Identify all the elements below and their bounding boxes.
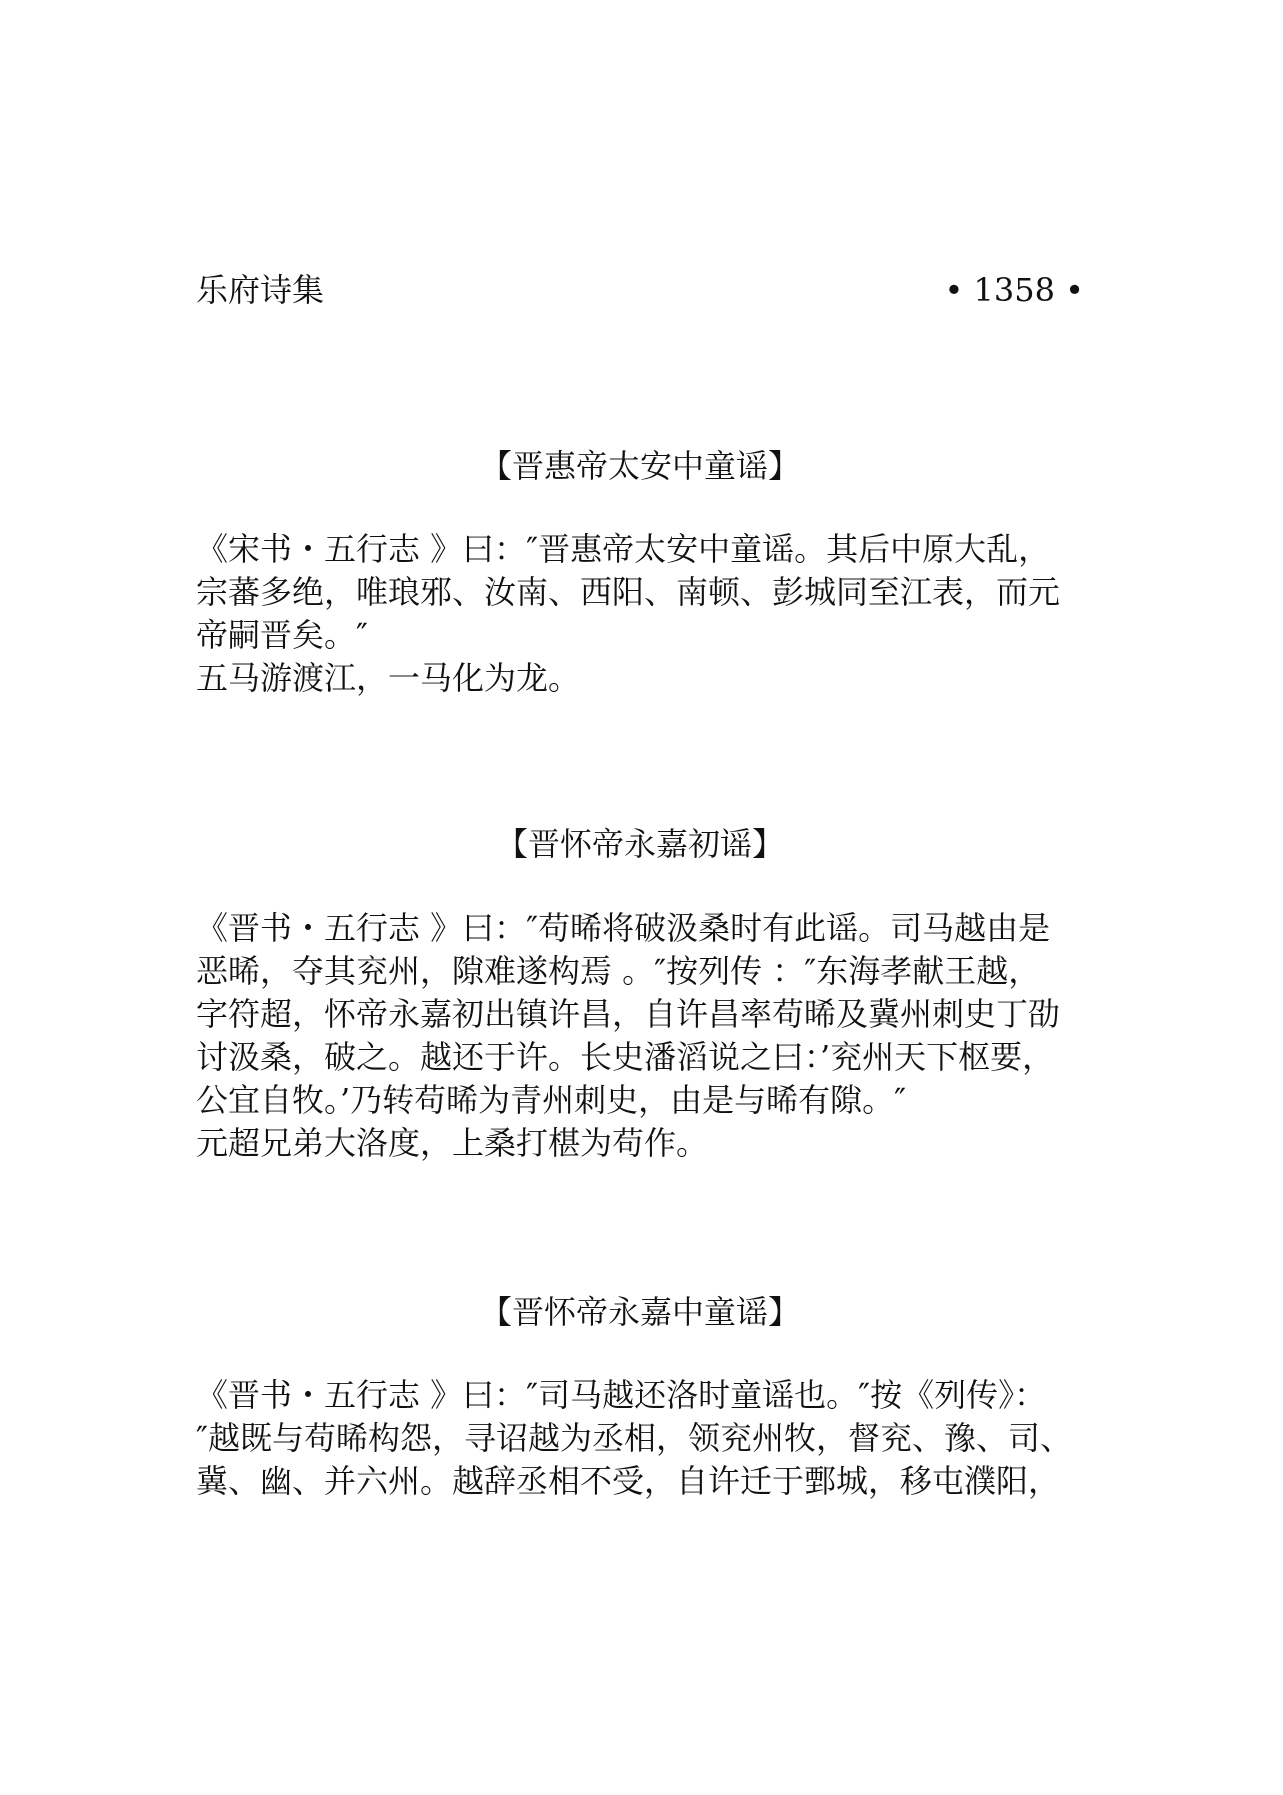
section-2-note-line-2: 恶晞，夺其兖州，隙难遂构焉 。″按列传 ：″东海孝献王越， (196, 952, 1041, 990)
section-2-note-line-1: 《晋书・五行志 》曰：″苟晞将破汲桑时有此谣。司马越由是 (196, 909, 1051, 947)
section-title-3: 【晋怀帝永嘉中童谣】 (479, 1293, 800, 1331)
section-3-note-line-3: 冀、幽、并六州。越辞丞相不受，自许迁于鄄城，移屯濮阳， (196, 1462, 1061, 1500)
section-1-note-line-2: 宗蕃多绝，唯琅邪、汝南、西阳、南顿、彭城同至江表，而元 (196, 573, 1061, 611)
section-2-note-line-5: 公宜自牧。’乃转苟晞为青州刺史，由是与晞有隙。″ (196, 1081, 907, 1119)
section-1-verse: 五马游渡江，一马化为龙。 (196, 659, 581, 697)
page-number: • 1358 • (944, 271, 1084, 309)
section-title-2: 【晋怀帝永嘉初谣】 (495, 825, 784, 863)
section-2-note-line-4: 讨汲桑，破之。越还于许。长史潘滔说之曰：’兖州天下枢要， (196, 1038, 1055, 1076)
section-2-note-line-3: 字符超，怀帝永嘉初出镇许昌，自许昌率苟晞及冀州刺史丁劭 (196, 995, 1061, 1033)
section-3-note-line-1: 《晋书・五行志 》曰：″司马越还洛时童谣也。″按《列传》： (196, 1376, 1047, 1414)
section-2-verse: 元超兄弟大洛度，上桑打椹为苟作。 (196, 1124, 709, 1162)
section-1-note-line-1: 《宋书・五行志 》曰：″晋惠帝太安中童谣。其后中原大乱， (196, 530, 1051, 568)
section-3-note-line-2: ″越既与苟晞构怨，寻诏越为丞相，领兖州牧，督兖、豫、司、 (196, 1419, 1072, 1457)
section-title-1: 【晋惠帝太安中童谣】 (479, 447, 800, 485)
page-header (196, 268, 1084, 312)
section-1-note-line-3: 帝嗣晋矣。″ (196, 616, 368, 654)
book-title: 乐府诗集 (196, 271, 325, 309)
